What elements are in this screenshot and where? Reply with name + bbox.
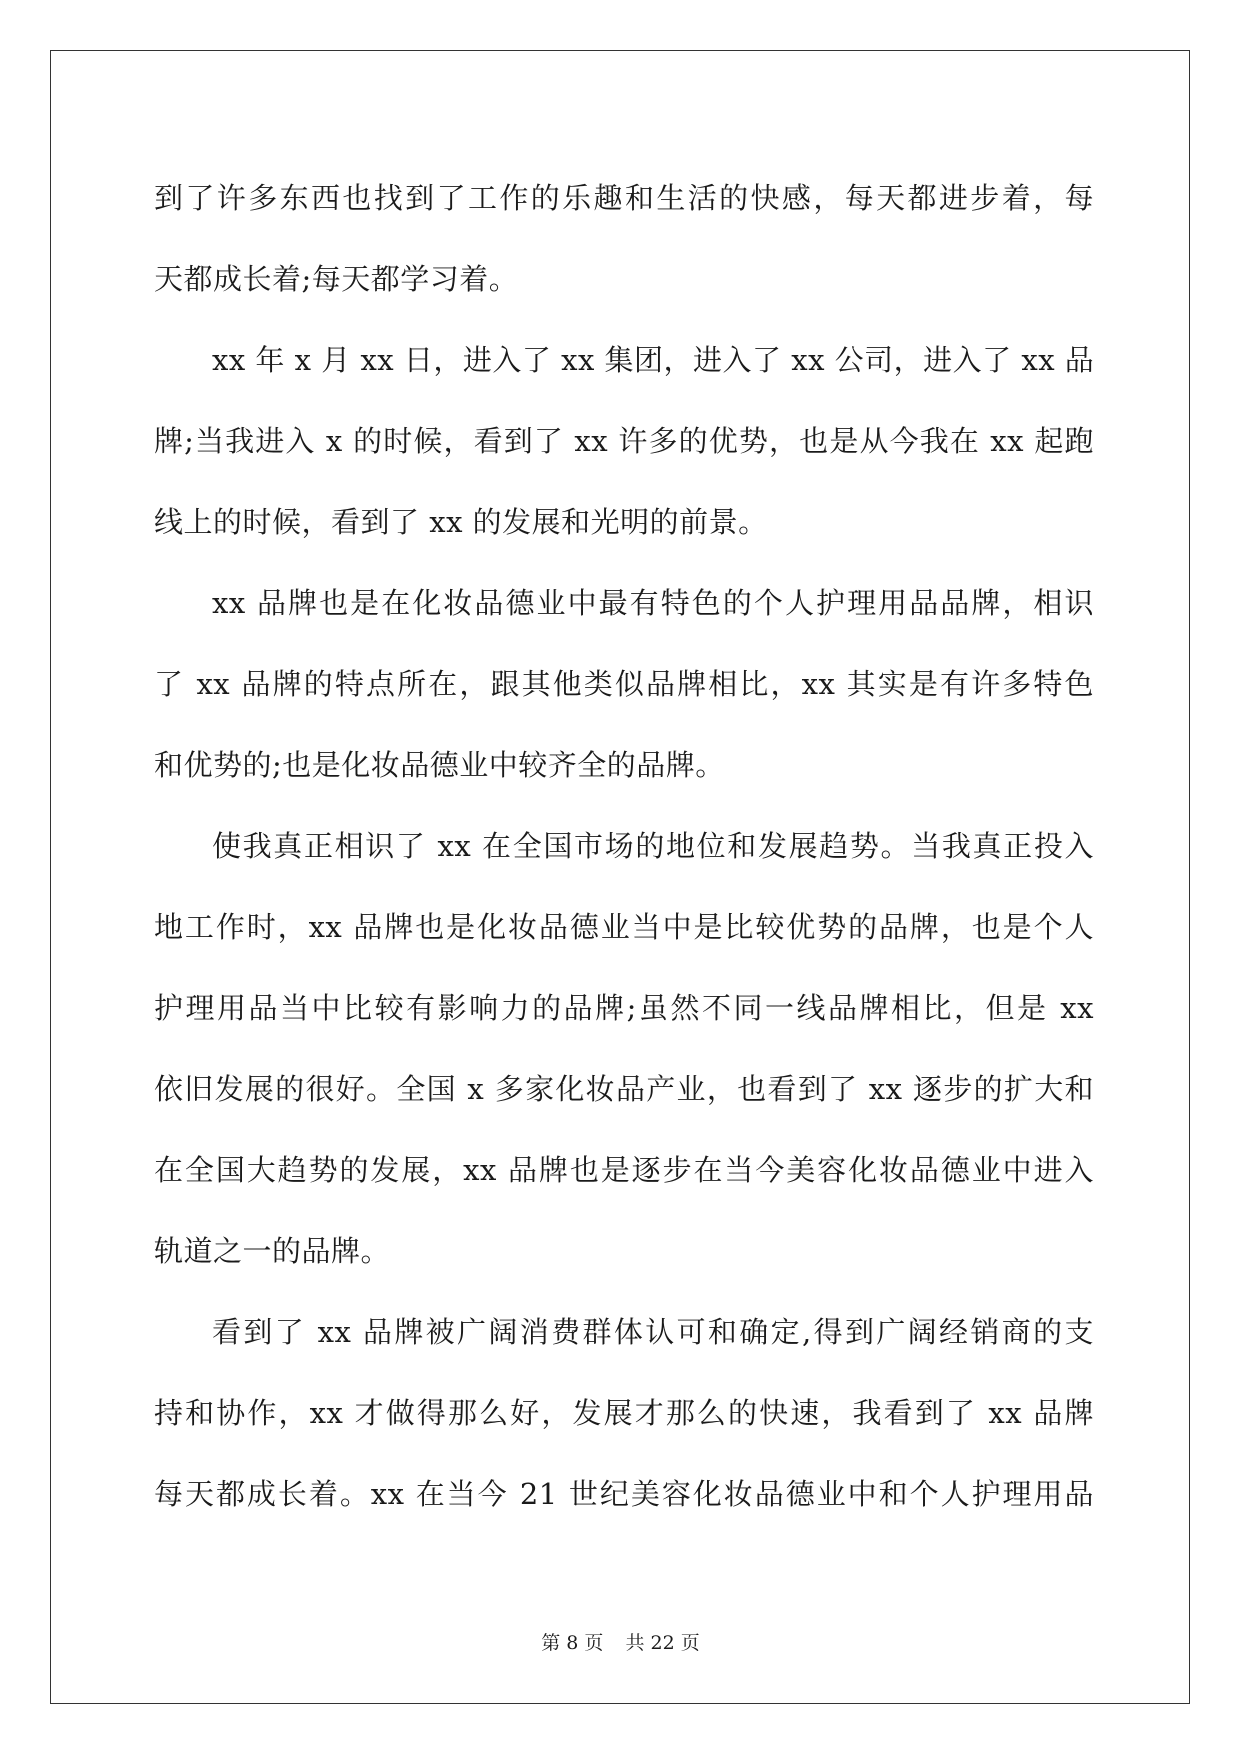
text-line: 在全国大趋势的发展，xx 品牌也是逐步在当今美容化妆品德业中进入	[154, 1153, 1094, 1187]
paragraph-first-line: 看到了 xx 品牌被广阔消费群体认可和确定,得到广阔经销商的支	[212, 1315, 1094, 1349]
text-line: 牌;当我进入 x 的时候，看到了 xx 许多的优势，也是从今我在 xx 起跑	[154, 424, 1094, 458]
text-line: 依旧发展的很好。全国 x 多家化妆品产业，也看到了 xx 逐步的扩大和	[154, 1072, 1094, 1106]
text-line: 了 xx 品牌的特点所在，跟其他类似品牌相比，xx 其实是有许多特色	[154, 667, 1094, 701]
text-line: 地工作时，xx 品牌也是化妆品德业当中是比较优势的品牌，也是个人	[154, 910, 1094, 944]
document-body	[154, 158, 1094, 1535]
text-line: 线上的时候，看到了 xx 的发展和光明的前景。	[154, 505, 768, 539]
paragraph-first-line: xx 品牌也是在化妆品德业中最有特色的个人护理用品品牌，相识	[212, 586, 1094, 620]
text-line: 持和协作，xx 才做得那么好，发展才那么的快速，我看到了 xx 品牌	[154, 1396, 1094, 1430]
text-line: 护理用品当中比较有影响力的品牌;虽然不同一线品牌相比，但是 xx	[154, 991, 1094, 1025]
text-line: 每天都成长着。xx 在当今 21 世纪美容化妆品德业中和个人护理用品	[154, 1477, 1094, 1511]
page-footer	[0, 1628, 1241, 1655]
paragraph-first-line: 使我真正相识了 xx 在全国市场的地位和发展趋势。当我真正投入	[212, 829, 1094, 863]
text-line: 轨道之一的品牌。	[154, 1234, 391, 1268]
page-number: 第 8 页	[541, 1632, 604, 1654]
text-line: 到了许多东西也找到了工作的乐趣和生活的快感，每天都进步着，每	[154, 181, 1094, 215]
paragraph-first-line: xx 年 x 月 xx 日，进入了 xx 集团，进入了 xx 公司，进入了 xx 品	[212, 343, 1095, 377]
text-line: 和优势的;也是化妆品德业中较齐全的品牌。	[154, 748, 725, 782]
text-line: 天都成长着;每天都学习着。	[154, 262, 519, 296]
page-total: 共 22 页	[625, 1632, 700, 1654]
